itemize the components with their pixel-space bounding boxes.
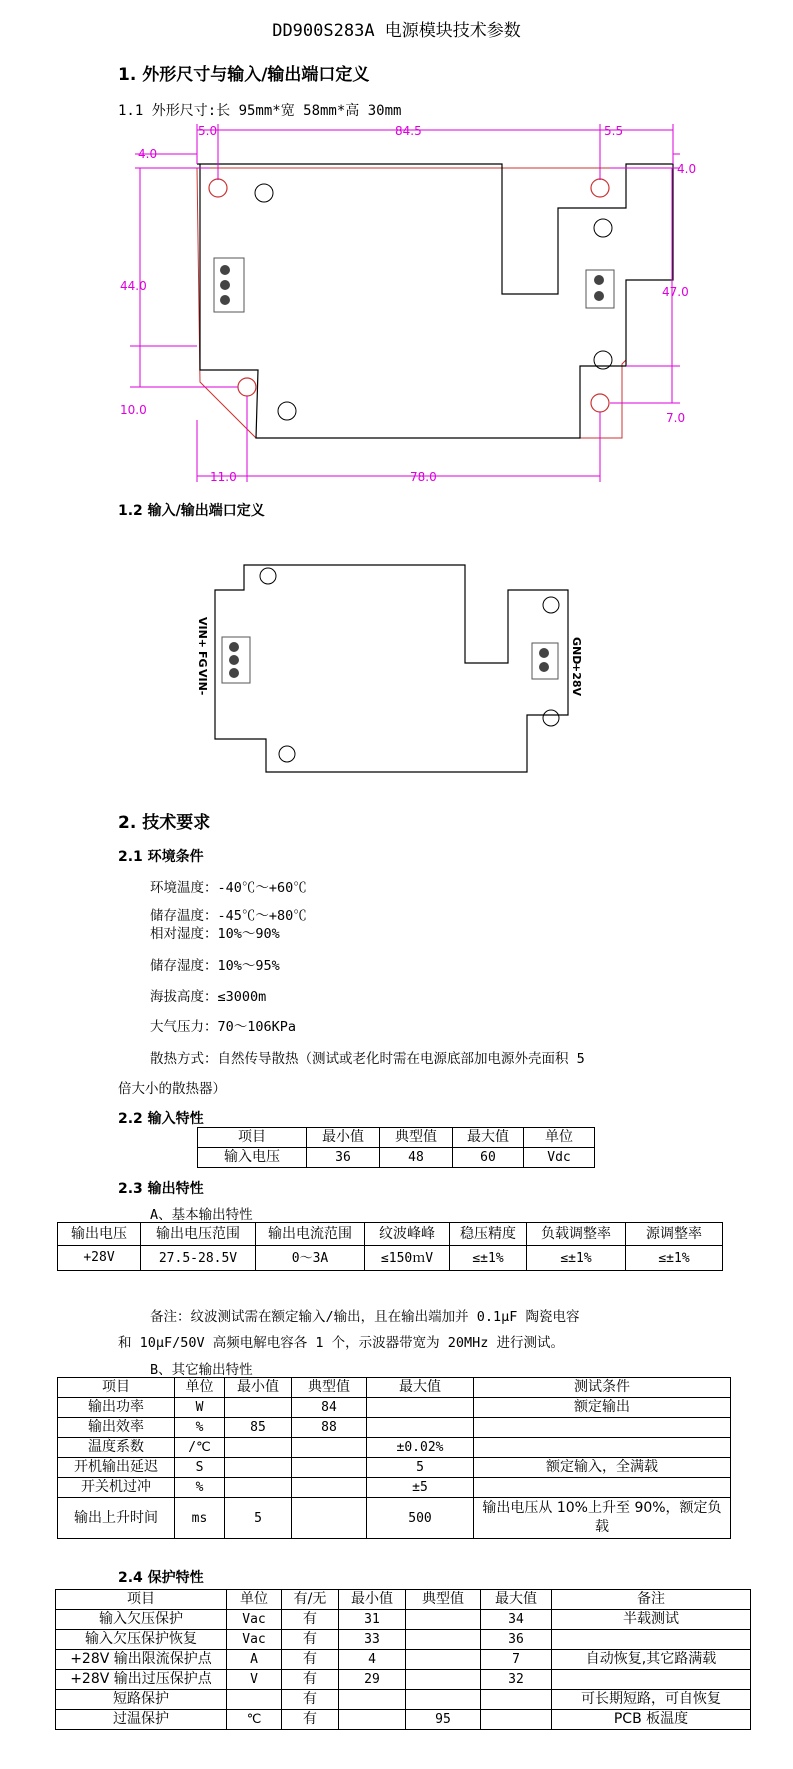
table-cell xyxy=(292,1478,367,1498)
table-row xyxy=(56,1710,751,1730)
dim-top-mid: 84.5 xyxy=(395,124,422,138)
table-cell: 有 xyxy=(282,1670,339,1690)
table-cell xyxy=(474,1418,731,1438)
table-cell: /℃ xyxy=(175,1438,225,1458)
port-label-fg: FG xyxy=(196,651,209,668)
table-cell: % xyxy=(175,1418,225,1438)
table-cell xyxy=(292,1438,367,1458)
table-row xyxy=(58,1458,731,1478)
table-cell: 输出效率 xyxy=(58,1418,175,1438)
table-cell: 过温保护 xyxy=(56,1710,227,1730)
table-cell xyxy=(227,1690,282,1710)
output-b-header: 测试条件 xyxy=(474,1378,731,1398)
table-cell: 短路保护 xyxy=(56,1690,227,1710)
table-cell xyxy=(406,1670,481,1690)
table-cell: V xyxy=(227,1670,282,1690)
table-cell xyxy=(474,1438,731,1458)
table-cell: 0～3A xyxy=(256,1246,365,1271)
output-b-label: B、其它输出特性 xyxy=(150,1362,253,1378)
protect-header: 项目 xyxy=(56,1590,227,1610)
output-b-header: 典型值 xyxy=(292,1378,367,1398)
section1-2-heading: 1.2 输入/输出端口定义 xyxy=(118,503,265,519)
input-table xyxy=(197,1127,595,1168)
table-cell: 输入欠压保护恢复 xyxy=(56,1630,227,1650)
table-cell: ±0.02% xyxy=(367,1438,474,1458)
table-cell: 温度系数 xyxy=(58,1438,175,1458)
table-cell: 输出上升时间 xyxy=(58,1498,175,1539)
output-a-label: A、基本输出特性 xyxy=(150,1207,253,1223)
table-row xyxy=(56,1610,751,1630)
port-label-gnd: GND xyxy=(570,637,583,665)
table-cell: 36 xyxy=(481,1630,552,1650)
dim-left-top: 4.0 xyxy=(138,147,158,161)
table-row xyxy=(198,1148,595,1168)
protect-header: 典型值 xyxy=(406,1590,481,1610)
other-output-table xyxy=(57,1377,731,1539)
document-title: DD900S283A 电源模块技术参数 xyxy=(272,21,521,41)
table-row xyxy=(58,1498,731,1539)
dim-right-bot: 7.0 xyxy=(666,411,686,425)
input-table-header: 最小值 xyxy=(307,1128,380,1148)
table-cell: Vac xyxy=(227,1630,282,1650)
output-a-header: 负载调整率 xyxy=(527,1223,626,1246)
output-a-header: 稳压精度 xyxy=(450,1223,527,1246)
dim-bot-left: 11.0 xyxy=(210,470,237,484)
port-label-28v: +28V xyxy=(570,663,583,697)
table-cell: 4 xyxy=(339,1650,406,1670)
output-a-header: 纹波峰峰 xyxy=(365,1223,450,1246)
env-item: 大气压力：70～106KPa xyxy=(150,1019,297,1035)
table-cell: 48 xyxy=(380,1148,453,1168)
table-cell xyxy=(367,1418,474,1438)
dim-right-top: 4.0 xyxy=(677,162,697,176)
table-cell: 自动恢复,其它路满载 xyxy=(552,1650,751,1670)
table-cell: ≤150ｍV xyxy=(365,1246,450,1271)
table-cell: 额定输出 xyxy=(474,1398,731,1418)
table-cell xyxy=(292,1498,367,1539)
table-cell: +28V xyxy=(58,1246,141,1271)
table-cell xyxy=(406,1690,481,1710)
output-a-header: 输出电压 xyxy=(58,1223,141,1246)
output-a-header: 输出电流范围 xyxy=(256,1223,365,1246)
table-cell: Vdc xyxy=(524,1148,595,1168)
table-cell: A xyxy=(227,1650,282,1670)
input-table-header: 最大值 xyxy=(453,1128,524,1148)
table-cell: 有 xyxy=(282,1710,339,1730)
table-cell: 有 xyxy=(282,1630,339,1650)
table-cell: 开关机过冲 xyxy=(58,1478,175,1498)
env-item: 环境温度：-40℃～+60℃ xyxy=(150,880,307,896)
table-cell: 34 xyxy=(481,1610,552,1630)
table-cell xyxy=(481,1690,552,1710)
table-cell: 输出功率 xyxy=(58,1398,175,1418)
table-row xyxy=(58,1246,723,1271)
table-row xyxy=(56,1630,751,1650)
output-b-header: 单位 xyxy=(175,1378,225,1398)
table-cell: S xyxy=(175,1458,225,1478)
table-cell: ≤±1% xyxy=(626,1246,723,1271)
ripple-note-line2: 和 10μF/50V 高频电解电容各 1 个，示波器带宽为 20MHz 进行测试。 xyxy=(118,1335,565,1351)
table-cell xyxy=(225,1458,292,1478)
table-cell: 有 xyxy=(282,1610,339,1630)
table-cell: 7 xyxy=(481,1650,552,1670)
protect-header: 单位 xyxy=(227,1590,282,1610)
table-cell xyxy=(406,1650,481,1670)
table-cell: 有 xyxy=(282,1690,339,1710)
table-row xyxy=(58,1398,731,1418)
dim-bot-mid: 78.0 xyxy=(410,470,437,484)
table-cell xyxy=(225,1438,292,1458)
table-row xyxy=(58,1478,731,1498)
outline-dimension-drawing xyxy=(0,120,793,490)
table-cell xyxy=(339,1690,406,1710)
table-cell: % xyxy=(175,1478,225,1498)
table-cell: W xyxy=(175,1398,225,1418)
table-cell xyxy=(406,1630,481,1650)
table-cell xyxy=(292,1458,367,1478)
table-cell: 额定输入，全满载 xyxy=(474,1458,731,1478)
table-cell xyxy=(339,1710,406,1730)
table-cell xyxy=(481,1710,552,1730)
table-cell: ±5 xyxy=(367,1478,474,1498)
env-item: 海拔高度：≤3000m xyxy=(150,989,267,1005)
table-cell: 95 xyxy=(406,1710,481,1730)
table-cell: 29 xyxy=(339,1670,406,1690)
table-cell: +28V 输出过压保护点 xyxy=(56,1670,227,1690)
table-cell: Vac xyxy=(227,1610,282,1630)
basic-output-table xyxy=(57,1222,723,1271)
table-cell xyxy=(552,1630,751,1650)
table-cell: 31 xyxy=(339,1610,406,1630)
output-a-header: 源调整率 xyxy=(626,1223,723,1246)
env-item: 散热方式：自然传导散热（测试或老化时需在电源底部加电源外壳面积 5 xyxy=(150,1051,585,1067)
dim-left-bot: 10.0 xyxy=(120,403,147,417)
table-cell: 500 xyxy=(367,1498,474,1539)
port-label-vin-minus: VIN- xyxy=(196,669,209,696)
table-cell xyxy=(552,1670,751,1690)
table-cell: 开机输出延迟 xyxy=(58,1458,175,1478)
table-cell: 5 xyxy=(225,1498,292,1539)
output-b-header: 项目 xyxy=(58,1378,175,1398)
section2-3-heading: 2.3 输出特性 xyxy=(118,1181,204,1197)
section1-heading: 1. 外形尺寸与输入/输出端口定义 xyxy=(118,65,370,85)
table-row xyxy=(56,1690,751,1710)
port-label-vin-plus: VIN+ xyxy=(196,617,209,649)
table-cell: 半载测试 xyxy=(552,1610,751,1630)
table-cell: ≤±1% xyxy=(450,1246,527,1271)
table-cell: 输出电压从 10%上升至 90%，额定负载 xyxy=(474,1498,731,1539)
section2-1-heading: 2.1 环境条件 xyxy=(118,849,204,865)
env-item: 储存温度：-45℃～+80℃ xyxy=(150,908,307,924)
table-cell: 27.5-28.5V xyxy=(141,1246,256,1271)
protect-header: 最大值 xyxy=(481,1590,552,1610)
output-b-header: 最大值 xyxy=(367,1378,474,1398)
table-row xyxy=(58,1438,731,1458)
table-cell: 60 xyxy=(453,1148,524,1168)
table-cell xyxy=(406,1610,481,1630)
section2-2-heading: 2.2 输入特性 xyxy=(118,1111,204,1127)
env-item: 储存湿度：10%～95% xyxy=(150,958,280,974)
table-cell: 84 xyxy=(292,1398,367,1418)
table-cell xyxy=(225,1398,292,1418)
section2-heading: 2. 技术要求 xyxy=(118,813,211,833)
table-cell: +28V 输出限流保护点 xyxy=(56,1650,227,1670)
protect-header: 备注 xyxy=(552,1590,751,1610)
dim-right-mid: 47.0 xyxy=(662,285,689,299)
table-cell: 85 xyxy=(225,1418,292,1438)
table-cell: 88 xyxy=(292,1418,367,1438)
table-cell: 36 xyxy=(307,1148,380,1168)
dim-top-left: 5.0 xyxy=(198,124,218,138)
table-row xyxy=(58,1418,731,1438)
table-cell: ≤±1% xyxy=(527,1246,626,1271)
table-cell: 有 xyxy=(282,1650,339,1670)
table-cell: 32 xyxy=(481,1670,552,1690)
env-item: 倍大小的散热器） xyxy=(118,1081,226,1097)
table-row xyxy=(56,1670,751,1690)
protection-table xyxy=(55,1589,751,1730)
table-cell: PCB 板温度 xyxy=(552,1710,751,1730)
output-a-header: 输出电压范围 xyxy=(141,1223,256,1246)
section2-4-heading: 2.4 保护特性 xyxy=(118,1570,204,1586)
table-cell: 可长期短路，可自恢复 xyxy=(552,1690,751,1710)
table-cell: 5 xyxy=(367,1458,474,1478)
table-cell xyxy=(474,1478,731,1498)
env-item: 相对湿度：10%～90% xyxy=(150,926,280,942)
output-b-header: 最小值 xyxy=(225,1378,292,1398)
table-cell xyxy=(367,1398,474,1418)
table-cell: ℃ xyxy=(227,1710,282,1730)
section1-1-heading: 1.1 外形尺寸:长 95mm*宽 58mm*高 30mm xyxy=(118,103,402,119)
input-table-header: 典型值 xyxy=(380,1128,453,1148)
protect-header: 最小值 xyxy=(339,1590,406,1610)
protect-header: 有/无 xyxy=(282,1590,339,1610)
input-table-header: 单位 xyxy=(524,1128,595,1148)
table-cell: 输入电压 xyxy=(198,1148,307,1168)
table-cell: 输入欠压保护 xyxy=(56,1610,227,1630)
dim-top-right: 5.5 xyxy=(604,124,624,138)
input-table-header: 项目 xyxy=(198,1128,307,1148)
ripple-note-line1: 备注：纹波测试需在额定输入/输出，且在输出端加并 0.1μF 陶瓷电容 xyxy=(150,1309,580,1325)
table-cell xyxy=(225,1478,292,1498)
table-cell: ms xyxy=(175,1498,225,1539)
table-cell: 33 xyxy=(339,1630,406,1650)
table-row xyxy=(56,1650,751,1670)
dim-left-mid: 44.0 xyxy=(120,279,147,293)
port-definition-drawing xyxy=(0,545,793,780)
